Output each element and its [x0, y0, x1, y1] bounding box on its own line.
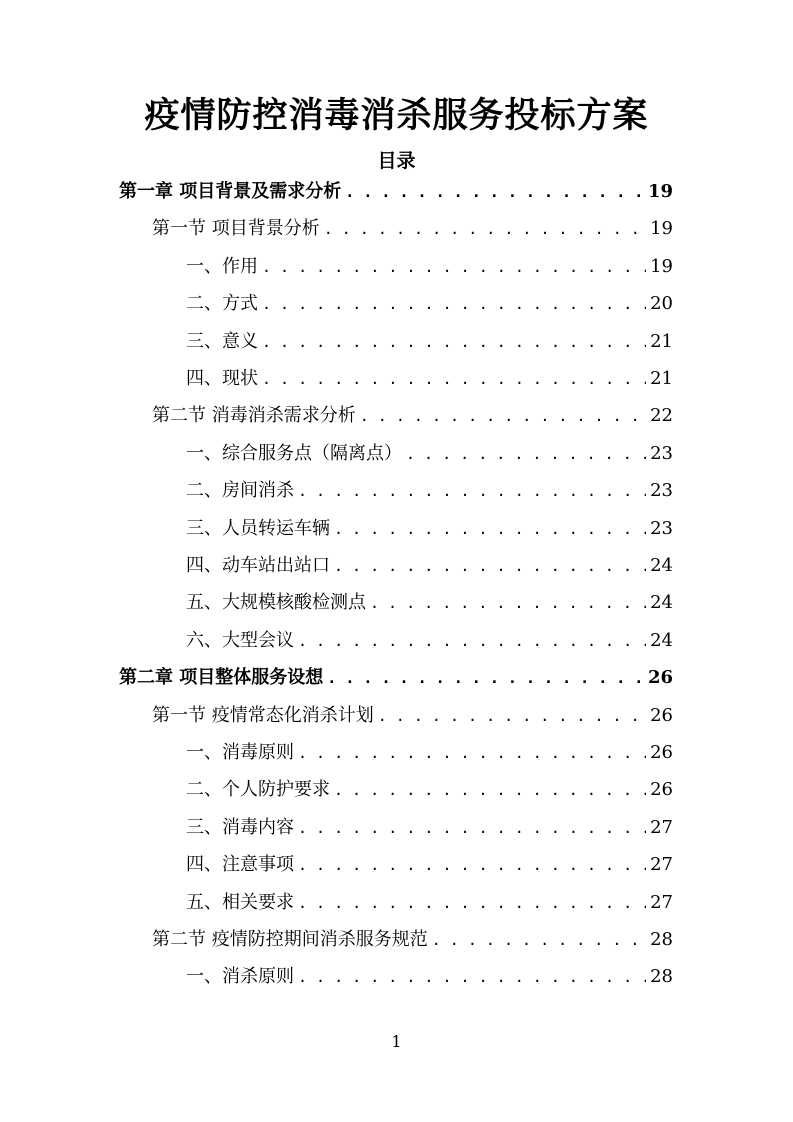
toc-entry-page: 28: [650, 929, 673, 950]
toc-entry-page: 23: [650, 517, 673, 539]
toc-dot-leader: [334, 511, 646, 547]
toc-dot-leader: [298, 810, 646, 846]
toc-entry[interactable]: [186, 810, 673, 846]
toc-entry-label: 一、综合服务点（隔离点）: [186, 442, 402, 464]
toc-entry-page: 19: [650, 255, 673, 277]
toc-entry-page: 26: [647, 667, 673, 689]
toc-dot-leader: [334, 548, 646, 584]
toc-entry-label: 一、作用: [186, 255, 258, 277]
toc-dot-leader: [370, 585, 646, 621]
toc-dot-leader: [298, 473, 646, 509]
toc-entry-page: 27: [650, 854, 673, 876]
toc-entry-page: 28: [650, 966, 673, 988]
page-number: 1: [391, 1032, 402, 1051]
toc-entry-label: 四、注意事项: [186, 854, 294, 876]
toc-dot-leader: [406, 436, 646, 472]
toc-entry-label: 一、消毒原则: [186, 742, 294, 763]
toc-dot-leader: [298, 847, 646, 883]
toc-entry-label: 第一章 项目背景及需求分析: [119, 181, 342, 202]
toc-dot-leader: [298, 623, 646, 659]
toc-entry[interactable]: [186, 772, 673, 808]
toc-entry-page: 24: [650, 629, 673, 651]
toc-entry-page: 19: [650, 218, 673, 240]
toc-entry-label: 五、大规模核酸检测点: [186, 592, 366, 614]
toc-entry[interactable]: [186, 623, 673, 659]
toc-dot-leader: [262, 324, 646, 360]
toc-entry-label: 三、人员转运车辆: [186, 517, 330, 539]
toc-dot-leader: [432, 922, 646, 958]
toc-dot-leader: [378, 698, 646, 734]
toc-dot-leader: [298, 885, 646, 921]
toc-entry[interactable]: [186, 361, 673, 397]
toc-entry-label: 四、现状: [186, 368, 258, 389]
toc-entry-label: 第二节 疫情防控期间消杀服务规范: [152, 929, 428, 950]
toc-entry-page: 26: [650, 742, 673, 763]
toc-entry[interactable]: [186, 885, 673, 921]
toc-dot-leader: [262, 286, 646, 322]
toc-entry-label: 四、动车站出站口: [186, 555, 330, 576]
toc-entry-page: 26: [650, 704, 673, 726]
toc-entry-page: 23: [650, 442, 673, 464]
toc-entry[interactable]: [119, 174, 673, 210]
toc-entry-page: 24: [650, 555, 673, 576]
toc-dot-leader: [324, 211, 646, 247]
toc-entry-label: 第一节 疫情常态化消杀计划: [152, 704, 374, 726]
toc-entry[interactable]: [186, 324, 673, 360]
toc-entry-page: 20: [650, 293, 673, 315]
toc-entry-page: 26: [650, 779, 673, 801]
toc-entry[interactable]: [186, 735, 673, 771]
toc-dot-leader: [298, 735, 646, 771]
toc-entry[interactable]: [186, 436, 673, 472]
toc-dot-leader: [360, 398, 646, 434]
toc-dot-leader: [345, 174, 644, 210]
toc-entry[interactable]: [186, 959, 673, 995]
toc-entry-label: 六、大型会议: [186, 629, 294, 651]
toc-entry[interactable]: [186, 286, 673, 322]
toc-entry-label: 五、相关要求: [186, 891, 294, 913]
toc-entry[interactable]: [186, 847, 673, 883]
toc-entry-page: 21: [650, 368, 673, 389]
toc-entry-label: 第一节 项目背景分析: [152, 218, 320, 240]
toc-entry[interactable]: [186, 548, 673, 584]
toc-dot-leader: [327, 660, 644, 696]
toc-dot-leader: [262, 249, 646, 285]
toc-entry[interactable]: [186, 473, 673, 509]
toc-entry[interactable]: [119, 660, 673, 696]
toc-heading: 目录: [377, 150, 416, 172]
toc-entry[interactable]: [186, 511, 673, 547]
toc-entry-page: 27: [650, 891, 673, 913]
toc-dot-leader: [298, 959, 646, 995]
toc-entry-page: 22: [650, 405, 673, 427]
toc-entry-label: 一、消杀原则: [186, 966, 294, 988]
toc-entry-label: 二、房间消杀: [186, 480, 294, 502]
toc-entry[interactable]: [152, 922, 673, 958]
toc-entry[interactable]: [186, 585, 673, 621]
toc-entry[interactable]: [152, 398, 673, 434]
toc-entry-page: 23: [650, 480, 673, 502]
toc-entry-label: 第二章 项目整体服务设想: [119, 667, 324, 689]
toc-dot-leader: [334, 772, 646, 808]
toc-entry-label: 二、个人防护要求: [186, 779, 330, 801]
document-title: 疫情防控消毒消杀服务投标方案: [144, 95, 649, 136]
toc-entry-label: 第二节 消毒消杀需求分析: [152, 405, 356, 427]
toc-entry[interactable]: [152, 698, 673, 734]
toc-entry-label: 三、消毒内容: [186, 816, 294, 838]
toc-entry-page: 27: [650, 816, 673, 838]
toc-entry-label: 三、意义: [186, 330, 258, 352]
toc-entry[interactable]: [186, 249, 673, 285]
toc-entry-page: 19: [647, 181, 673, 202]
toc-entry-page: 21: [650, 330, 673, 352]
toc-entry-label: 二、方式: [186, 293, 258, 315]
toc-dot-leader: [262, 361, 646, 397]
toc-entry[interactable]: [152, 211, 673, 247]
toc-entry-page: 24: [650, 592, 673, 614]
